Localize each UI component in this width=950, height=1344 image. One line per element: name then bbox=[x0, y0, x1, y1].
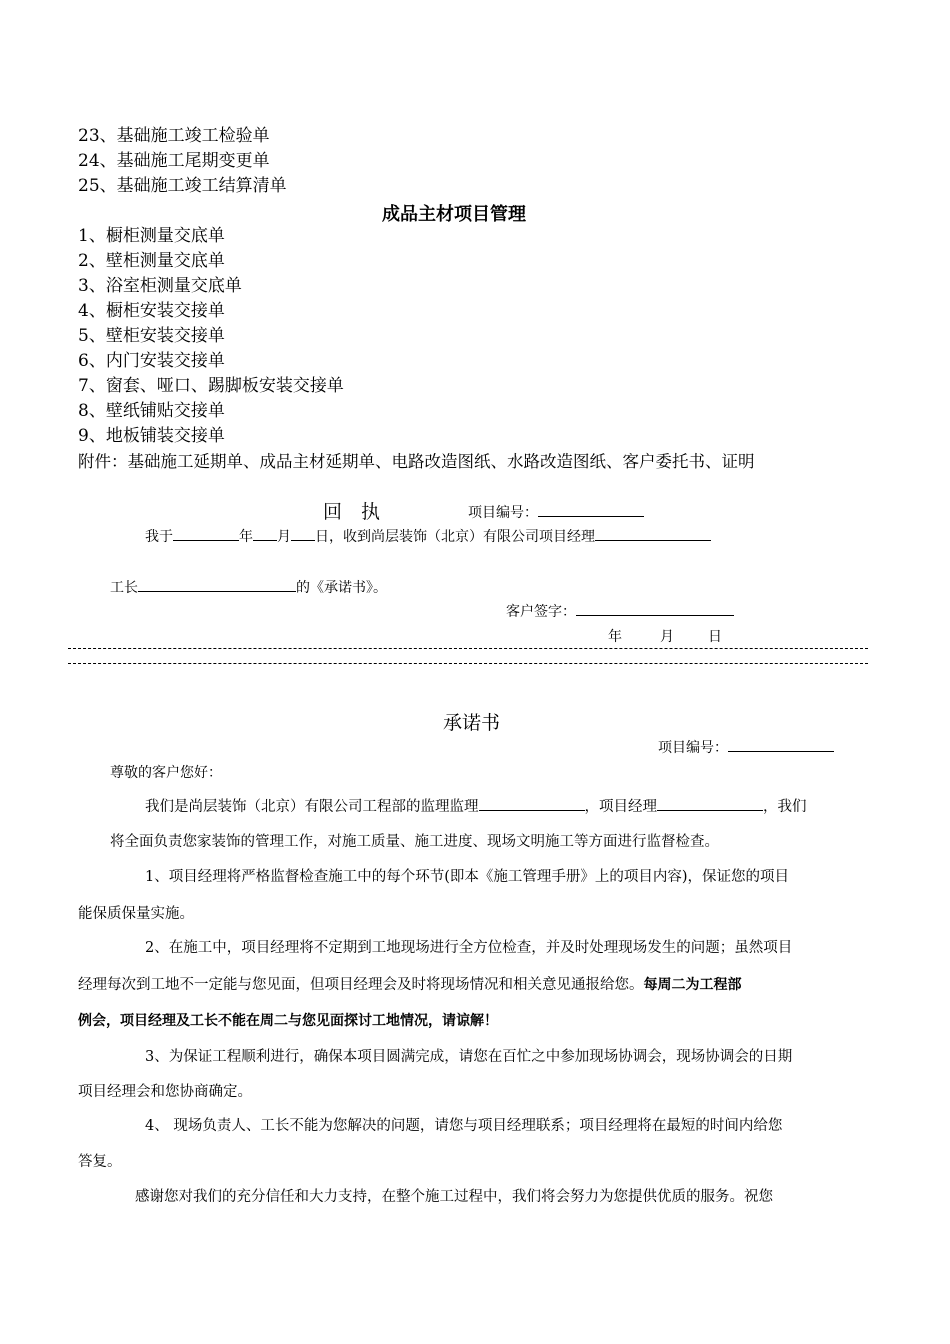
receipt-project-no bbox=[468, 502, 644, 522]
receipt-text: 工长 bbox=[110, 580, 138, 596]
receipt-line-2 bbox=[110, 577, 387, 597]
list-item: 8、壁纸铺贴交接单 bbox=[78, 401, 225, 421]
list-item: 24、基础施工尾期变更单 bbox=[78, 151, 270, 171]
section-title: 成品主材项目管理 bbox=[382, 204, 526, 225]
paragraph-line: 将全面负责您家装饰的管理工作，对施工质量、施工进度、现场文明施工等方面进行监督检查。 bbox=[110, 834, 719, 850]
list-item: 2、壁柜测量交底单 bbox=[78, 251, 225, 271]
signature-field[interactable] bbox=[576, 601, 734, 616]
receipt-foreman-field[interactable] bbox=[138, 577, 296, 592]
paragraph-text: ，项目经理 bbox=[584, 799, 657, 815]
paragraph-text: 我们是尚层装饰（北京）有限公司工程部的监理监理 bbox=[145, 799, 479, 815]
receipt-manager-field[interactable] bbox=[595, 526, 711, 541]
list-item: 4、橱柜安装交接单 bbox=[78, 301, 225, 321]
list-item: 25、基础施工竣工结算清单 bbox=[78, 176, 287, 196]
manager-field[interactable] bbox=[657, 796, 763, 811]
list-item: 1、橱柜测量交底单 bbox=[78, 226, 225, 246]
receipt-text: 我于 bbox=[145, 529, 173, 545]
paragraph-line bbox=[145, 795, 807, 816]
greeting: 尊敬的客户您好： bbox=[110, 765, 222, 781]
date-day-label: 日 bbox=[708, 629, 722, 645]
project-no-label: 项目编号： bbox=[468, 505, 538, 521]
receipt-month-field[interactable] bbox=[253, 526, 277, 541]
paragraph-line: 2、在施工中，项目经理将不定期到工地现场进行全方位检查，并及时处理现场发生的问题；虽然项目 bbox=[145, 940, 793, 956]
bold-notice: 每周二为工程部 bbox=[643, 977, 742, 993]
list-item: 5、壁柜安装交接单 bbox=[78, 326, 225, 346]
receipt-title: 回 执 bbox=[323, 501, 381, 523]
receipt-year-field[interactable] bbox=[173, 526, 239, 541]
paragraph-line: 答复。 bbox=[78, 1154, 122, 1170]
receipt-line-1 bbox=[145, 526, 711, 546]
receipt-text: 月 bbox=[277, 529, 291, 545]
paragraph-line: 感谢您对我们的充分信任和大力支持，在整个施工过程中，我们将会努力为您提供优质的服务。祝您 bbox=[135, 1189, 773, 1205]
paragraph-line: 项目经理会和您协商确定。 bbox=[78, 1084, 252, 1100]
project-no-field[interactable] bbox=[538, 502, 644, 517]
bold-notice: 例会，项目经理及工长不能在周二与您见面探讨工地情况，请谅解！ bbox=[78, 1013, 498, 1029]
list-item: 23、基础施工竣工检验单 bbox=[78, 126, 270, 146]
receipt-date bbox=[608, 626, 722, 646]
receipt-text: 的《承诺书》。 bbox=[296, 580, 387, 596]
receipt-text: 年 bbox=[239, 529, 253, 545]
paragraph-line: 能保质保量实施。 bbox=[78, 906, 194, 922]
list-item: 6、内门安装交接单 bbox=[78, 351, 225, 371]
list-item: 3、浴室柜测量交底单 bbox=[78, 276, 242, 296]
date-month-label: 月 bbox=[660, 629, 674, 645]
promise-title: 承诺书 bbox=[443, 712, 501, 734]
attachments-line: 附件：基础施工延期单、成品主材延期单、电路改造图纸、水路改造图纸、客户委托书、证明 bbox=[78, 452, 755, 471]
receipt-day-field[interactable] bbox=[291, 526, 315, 541]
receipt-text: 日，收到尚层装饰（北京）有限公司项目经理 bbox=[315, 529, 595, 545]
date-year-label: 年 bbox=[608, 629, 622, 645]
list-item: 7、窗套、哑口、踢脚板安装交接单 bbox=[78, 376, 344, 396]
list-item: 9、地板铺装交接单 bbox=[78, 426, 225, 446]
paragraph-text: 经理每次到工地不一定能与您见面，但项目经理会及时将现场情况和相关意见通报给您。 bbox=[78, 977, 644, 993]
paragraph-line bbox=[78, 973, 742, 994]
paragraph-line: 4、 现场负责人、工长不能为您解决的问题，请您与项目经理联系；项目经理将在最短的时间内给您 bbox=[145, 1118, 783, 1134]
project-no-label: 项目编号： bbox=[658, 740, 728, 756]
paragraph-line: 1、项目经理将严格监督检查施工中的每个环节(即本《施工管理手册》上的项目内容)，保证您的项目 bbox=[145, 869, 790, 885]
supervisor-field[interactable] bbox=[479, 796, 585, 811]
project-no-field[interactable] bbox=[728, 737, 834, 752]
paragraph-text: ，我们 bbox=[763, 799, 807, 815]
customer-signature bbox=[506, 601, 734, 621]
cut-line bbox=[68, 663, 868, 664]
cut-line bbox=[68, 648, 868, 649]
paragraph-line: 3、为保证工程顺利进行，确保本项目圆满完成，请您在百忙之中参加现场协调会，现场协调会的日期 bbox=[145, 1049, 793, 1065]
promise-project-no bbox=[658, 737, 834, 757]
sign-label: 客户签字： bbox=[506, 604, 576, 620]
